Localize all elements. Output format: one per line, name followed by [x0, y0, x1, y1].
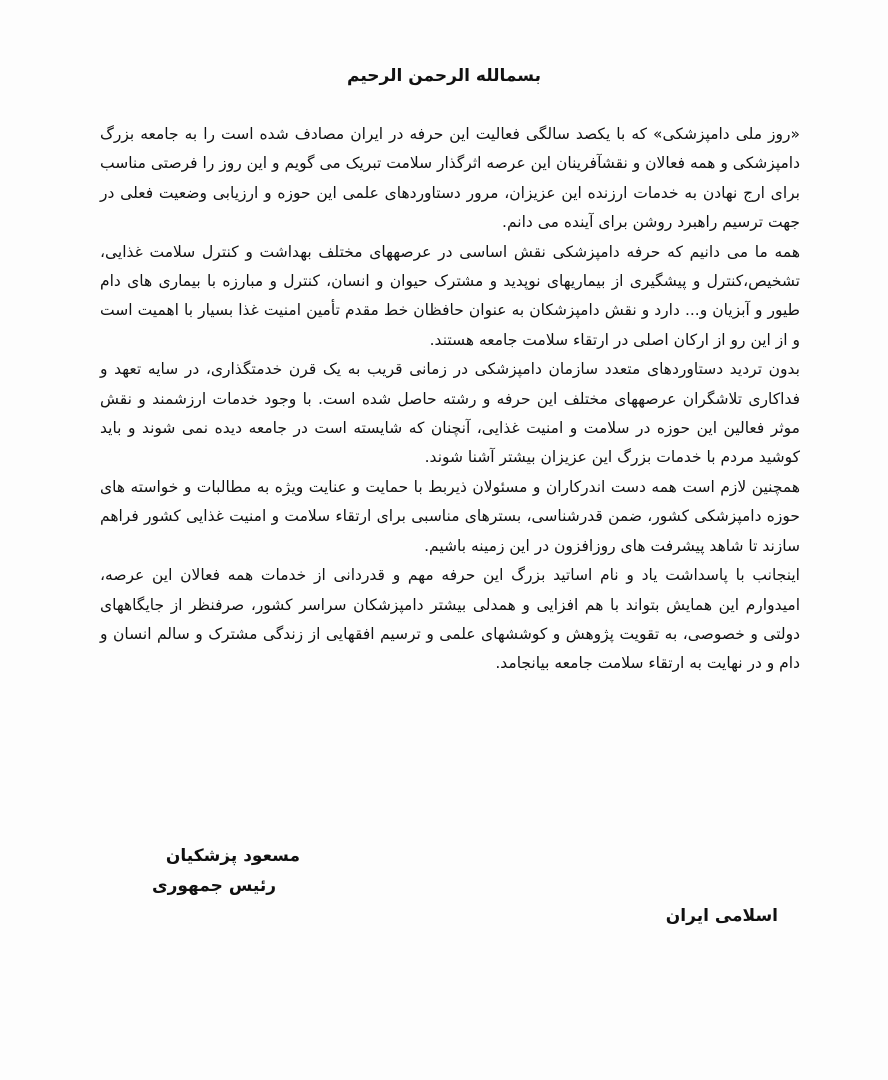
signatory-title-continued: اسلامی ایران: [665, 906, 778, 926]
paragraph: بدون تردید دستاوردهای متعدد سازمان دامپزشکی در زمانی قریب به یک قرن خدمتگذاری، در سایه تعهد و فداکاری تلاشگران عرصههای مختلف این حرفه و رشته حاصل شده است. با وجود خدمات ارزشمند و نقش موثر فعالین این حوزه در سلامت و امنیت غذایی، آنچنان که شایسته است در جامعه دیده نمی شوند و باید کوشید مردم با خدمات بزرگ این عزیزان بیشتر آشنا شوند.: [100, 360, 800, 467]
signatory-name: مسعود پزشکیان: [165, 846, 300, 866]
signatory-title: رئیس جمهوری: [152, 876, 276, 896]
bismillah-heading: بسمالله الرحمن الرحیم: [347, 66, 541, 86]
paragraph: همچنین لازم است همه دست اندرکاران و مسئولان ذیربط با حمایت و عنایت ویژه به مطالبات و خواسته های حوزه دامپزشکی کشور، ضمن قدرشناسی، بسترهای مناسبی برای ارتقاء سلامت و امنیت غذایی کشور فراهم سازند تا شاهد پیشرفت های روزافزون در این زمینه باشیم.: [100, 477, 800, 555]
paragraph: «روز ملی دامپزشکی» که با یکصد سالگی فعالیت این حرفه در ایران مصادف شده است را به جامعه بزرگ دامپزشکی و همه فعالان و نقشآفرینان این عرصه اثرگذار سلامت تبریک می گویم و این روز را فرصتی مناسب برای ارج نهادن به خدمات ارزنده این عزیزان، مرور دستاوردهای علمی این حوزه و ارزیابی وضعیت فعلی در جهت ترسیم راهبرد روشن برای آینده می دانم.: [100, 125, 800, 232]
paragraph: همه ما می دانیم که حرفه دامپزشکی نقش اساسی در عرصههای مختلف بهداشت و کنترل سلامت غذایی، تشخیص،کنترل و پیشگیری از بیماریهای نوپدید و مشترک حیوان و انسان، کنترل و مبارزه با بیماری های دام طیور و آبزیان و... دارد و نقش دامپزشکان به عنوان حافظان خط مقدم تأمین امنیت غذا بسیار با اهمیت است و از این رو از ارکان اصلی در ارتقاء سلامت جامعه هستند.: [100, 242, 800, 349]
paragraph: اینجانب با پاسداشت یاد و نام اساتید بزرگ این حرفه مهم و قدردانی از خدمات همه فعالان این عرصه، امیدوارم این همایش بتواند با هم افزایی و همدلی بیشتر دامپزشکان سراسر کشور، صرفنظر از جایگاههای دولتی و خصوصی، به تقویت پژوهش و کوششهای علمی و ترسیم افقهایی از زندگی مشترک و سالم انسان و دام و در نهایت به ارتقاء سلامت جامعه بیانجامد.: [100, 566, 800, 673]
letter-body: [100, 120, 800, 679]
